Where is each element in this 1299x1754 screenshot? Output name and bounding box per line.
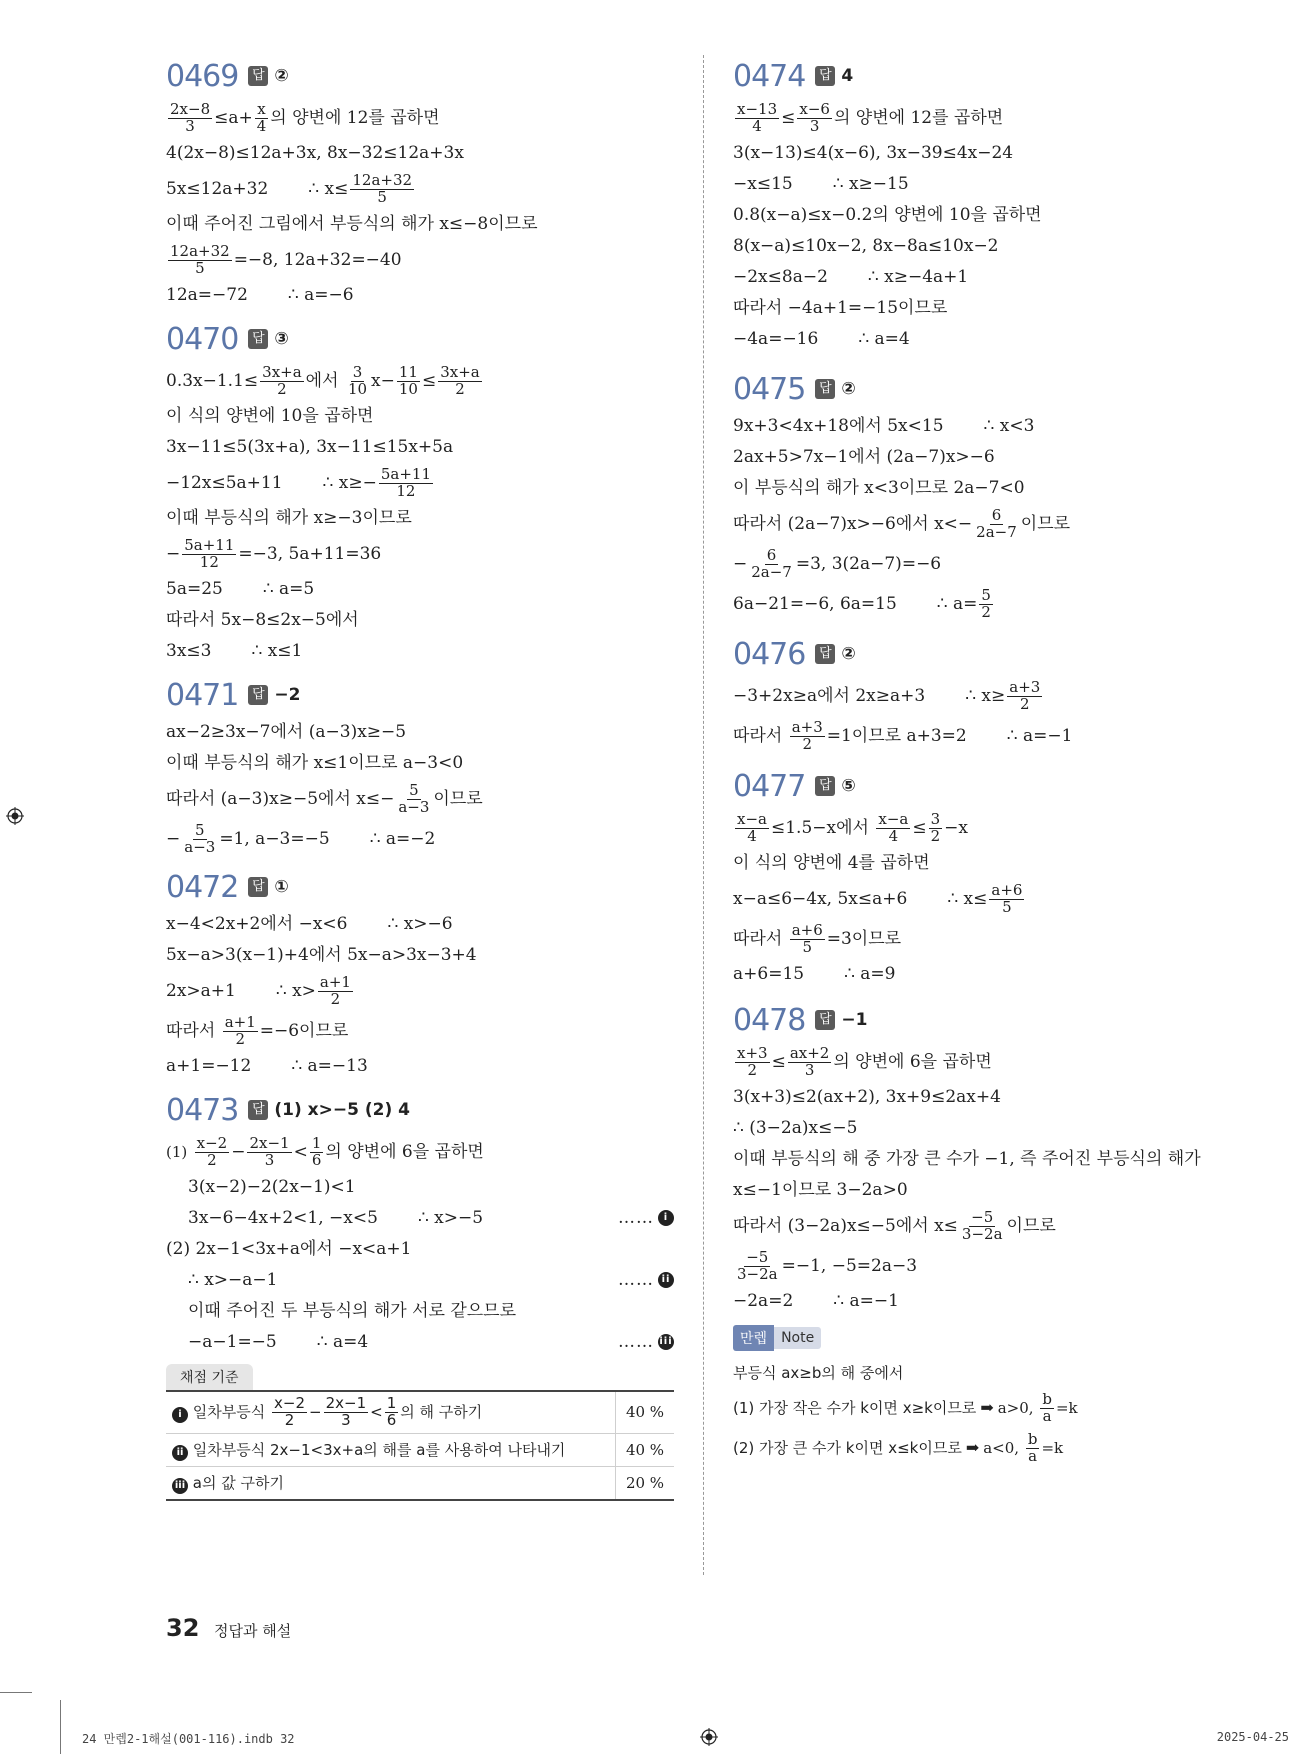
step-mark-icon: iii [658, 1334, 674, 1350]
answer-tag: 답 [248, 329, 268, 349]
note-header [733, 1325, 1233, 1351]
problem-0478 [733, 1000, 1233, 1317]
print-slug: 24 만렙2-1해설(001-116).indb 32 [82, 1732, 295, 1746]
solution-line: 3(x−13)≤4(x−6), 3x−39≤4x−24 [733, 143, 1014, 164]
solution-line: 0.3x−1.1≤ $\frac{3x+a}{2}$ 에서 $\frac{3}{10}$ x− $\frac{11}{10}$ ≤ $\frac{3x+a}{2}$ [166, 362, 480, 398]
solution-line: 3x−6−4x+2<1, −x<5 ∴ x>−5 …… i [166, 1203, 674, 1234]
fraction: $\frac{11}{10}$ [398, 362, 418, 398]
fraction: $\frac{a+3}{2}$ [791, 717, 823, 753]
solution-line: 이때 주어진 그림에서 부등식의 해가 x≤−8이므로 [166, 214, 538, 235]
solution-line: $\frac{x-a}{4}$ ≤1.5−x에서 $\frac{x-a}{4}$ ≤ $\frac{3}{2}$ −x [737, 809, 968, 845]
answer-tag: 답 [248, 66, 268, 86]
answer-value: ② [274, 66, 289, 86]
solution-line: 따라서 $\frac{a+3}{2}$ =1이므로 a+3=2 ∴ a=−1 [733, 717, 1073, 753]
solution-line: ax−2≥3x−7에서 (a−3)x≥−5 [166, 722, 407, 743]
problem-header [166, 56, 674, 96]
solution-line: 따라서 (2a−7)x>−6에서 x<− $\frac{6}{2a-7}$ 이므로 [733, 505, 1071, 541]
solution-line: ∴ (3−2a)x≤−5 [733, 1118, 858, 1139]
fraction: $\frac{3}{2}$ [930, 809, 941, 845]
fraction: $\frac{6}{2a-7}$ [976, 505, 1017, 541]
problem-number: 0472 [166, 869, 239, 905]
fraction: $\frac{12a+32}{5}$ [352, 170, 413, 206]
fraction: $\frac{5}{2}$ [981, 585, 991, 621]
solution-line: 3x−11≤5(3x+a), 3x−11≤15x+5a [166, 437, 454, 458]
solution-line: x≤−1이므로 3−2a>0 [733, 1180, 908, 1201]
problem-0470 [166, 319, 674, 667]
problem-0473 [166, 1090, 674, 1501]
solution-line: 3(x+3)≤2(ax+2), 3x+9≤2ax+4 [733, 1087, 1001, 1108]
answer-tag: 답 [815, 379, 835, 399]
solution-line: $\frac{12a+32}{5}$ =−8, 12a+32=−40 [170, 241, 402, 277]
problem-header [733, 634, 1233, 674]
fraction: $\frac{x-6}{3}$ [799, 99, 830, 135]
score-percent: 40 % [616, 1433, 675, 1466]
problem-number: 0473 [166, 1092, 239, 1128]
fraction: $\frac{x}{4}$ [256, 99, 267, 135]
fraction: $\frac{x-a}{4}$ [878, 809, 909, 845]
solution-line: a+1=−12 ∴ a=−13 [166, 1056, 368, 1077]
table-row: iii a의 값 구하기 20 % [166, 1466, 674, 1500]
fraction: $\frac{b}{a}$ [1042, 1389, 1052, 1425]
problem-0477 [733, 766, 1233, 990]
fraction: $\frac{-5}{3-2a}$ [737, 1247, 778, 1283]
answer-tag: 답 [815, 66, 835, 86]
problem-number: 0470 [166, 321, 239, 357]
answer-value: ② [841, 379, 856, 399]
solution-line: 이 부등식의 해가 x<3이므로 2a−7<0 [733, 478, 1025, 499]
solution-line: (1) $\frac{x-2}{2}$ − $\frac{2x-1}{3}$ < $\frac{1}{6}$ 의 양변에 6을 곱하면 [166, 1133, 484, 1169]
solution-line: $\frac{-5}{3-2a}$ =−1, −5=2a−3 [737, 1247, 918, 1283]
answer-tag: 답 [815, 776, 835, 796]
solution-line: 0.8(x−a)≤x−0.2의 양변에 10을 곱하면 [733, 205, 1042, 226]
score-percent: 20 % [616, 1466, 675, 1500]
solution-line: −4a=−16 ∴ a=4 [733, 329, 910, 350]
fraction: $\frac{3x+a}{2}$ [262, 362, 302, 398]
fraction: $\frac{a+3}{2}$ [1009, 677, 1041, 713]
solution-line: 따라서 (a−3)x≥−5에서 x≤− $\frac{5}{a-3}$ 이므로 [166, 780, 483, 816]
solution-line: $\frac{x-13}{4}$ ≤ $\frac{x-6}{3}$ 의 양변에 12를 곱하면 [737, 99, 1004, 135]
note-item: (2) 가장 큰 수가 k이면 x≤k이므로 ➡ a<0, $\frac{b}{a}$ =k [733, 1429, 1064, 1465]
problem-0476 [733, 634, 1233, 756]
fraction: $\frac{2x-1}{3}$ [249, 1133, 290, 1169]
fraction: $\frac{x+3}{2}$ [737, 1043, 768, 1079]
solution-line: 4(2x−8)≤12a+3x, 8x−32≤12a+3x [166, 143, 464, 164]
answer-tag: 답 [815, 644, 835, 664]
fraction: $\frac{3}{10}$ [347, 362, 368, 398]
answer-tag: 답 [248, 685, 268, 705]
step-marker: …… iii [618, 1332, 673, 1353]
solution-line: 3(x−2)−2(2x−1)<1 [188, 1177, 356, 1198]
problem-number: 0469 [166, 58, 239, 94]
fraction: $\frac{a+6}{5}$ [991, 880, 1023, 916]
fraction: $\frac{6}{2a-7}$ [751, 545, 792, 581]
crop-mark [0, 1692, 32, 1693]
problem-header [166, 1090, 674, 1130]
step-mark-icon: i [172, 1407, 188, 1423]
solution-line: 2x>a+1 ∴ x> $\frac{a+1}{2}$ [166, 972, 351, 1008]
problem-header [166, 319, 674, 359]
page-number: 32 [166, 1614, 200, 1642]
fraction: $\frac{12a+32}{5}$ [170, 241, 230, 277]
fraction: $\frac{x-13}{4}$ [737, 99, 778, 135]
solution-line: 따라서 (3−2a)x≤−5에서 x≤ $\frac{-5}{3-2a}$ 이므로 [733, 1207, 1056, 1243]
problem-0471 [166, 675, 674, 859]
grading-title: 채점 기준 [166, 1364, 253, 1390]
solution-line: 이 식의 양변에 4를 곱하면 [733, 853, 930, 874]
fraction: $\frac{x-2}{2}$ [196, 1133, 228, 1169]
problem-number: 0476 [733, 636, 806, 672]
problem-number: 0477 [733, 768, 806, 804]
solution-line: 5x≤12a+32 ∴ x≤ $\frac{12a+32}{5}$ [166, 170, 413, 206]
problem-0472 [166, 867, 674, 1082]
solution-line: − $\frac{5}{a-3}$ =1, a−3=−5 ∴ a=−2 [166, 820, 436, 856]
problem-0474 [733, 56, 1233, 355]
fraction: $\frac{5a+11}{12}$ [380, 464, 431, 500]
solution-line: (2) 2x−1<3x+a에서 −x<a+1 [166, 1239, 412, 1260]
solution-line: x−4<2x+2에서 −x<6 ∴ x>−6 [166, 914, 453, 935]
print-date: 2025-04-25 [1216, 1730, 1289, 1744]
section-label: 정답과 해설 [214, 1622, 292, 1640]
crop-mark [60, 1700, 61, 1754]
table-row: i 일차부등식 $\frac{x-2}{2}$ − $\frac{2x-1}{3}$ < $\frac{1}{6}$ 의 해 구하기 40 % [166, 1391, 674, 1433]
problem-number: 0474 [733, 58, 806, 94]
fraction: $\frac{2x-1}{3}$ [325, 1394, 367, 1429]
problem-header [733, 56, 1233, 96]
solution-line: − $\frac{5a+11}{12}$ =−3, 5a+11=36 [166, 535, 382, 571]
fraction: $\frac{5a+11}{12}$ [184, 535, 235, 571]
solution-line: $\frac{2x-8}{3}$ ≤a+ $\frac{x}{4}$ 의 양변에 12를 곱하면 [170, 99, 440, 135]
fraction: $\frac{2x-8}{3}$ [170, 99, 211, 135]
step-mark-icon: ii [172, 1445, 188, 1461]
fraction: $\frac{1}{6}$ [386, 1394, 397, 1429]
problem-header [733, 1000, 1233, 1040]
arrow-right-icon: ➡ [965, 1438, 980, 1458]
grading-table [166, 1390, 674, 1501]
table-row: ii 일차부등식 2x−1<3x+a의 해를 a를 사용하여 나타내기 40 % [166, 1433, 674, 1466]
note-tag: 만렙 [733, 1325, 774, 1351]
solution-line: 9x+3<4x+18에서 5x<15 ∴ x<3 [733, 416, 1035, 437]
answer-tag: 답 [815, 1010, 835, 1030]
solution-line: ∴ x>−a−1 …… ii [166, 1265, 674, 1296]
solution-line: −12x≤5a+11 ∴ x≥− $\frac{5a+11}{12}$ [166, 464, 431, 500]
solution-line: 5x−a>3(x−1)+4에서 5x−a>3x−3+4 [166, 945, 477, 966]
step-marker: …… i [618, 1208, 674, 1228]
fraction: $\frac{5}{a-3}$ [184, 820, 216, 856]
arrow-right-icon: ➡ [980, 1398, 994, 1418]
step-marker: …… ii [618, 1270, 674, 1290]
fraction: $\frac{x-2}{2}$ [274, 1394, 306, 1429]
score-percent: 40 % [616, 1391, 675, 1433]
solution-line: 5a=25 ∴ a=5 [166, 579, 315, 600]
solution-line: 따라서 $\frac{a+6}{5}$ =3이므로 [733, 920, 902, 956]
note-label: Note [774, 1327, 821, 1349]
fraction: $\frac{a+1}{2}$ [319, 972, 351, 1008]
step-mark-icon: ii [658, 1272, 674, 1288]
right-column [733, 48, 1233, 1468]
fraction: $\frac{1}{6}$ [311, 1133, 322, 1169]
answer-value: −1 [841, 1010, 868, 1030]
problem-number: 0478 [733, 1002, 806, 1038]
solution-line: 12a=−72 ∴ a=−6 [166, 285, 354, 306]
problem-number: 0475 [733, 371, 806, 407]
fraction: $\frac{b}{a}$ [1027, 1429, 1038, 1465]
fraction: $\frac{x-a}{4}$ [737, 809, 767, 845]
answer-tag: 답 [248, 877, 268, 897]
answer-tag: 답 [248, 1100, 268, 1120]
solution-line: −2x≤8a−2 ∴ x≥−4a+1 [733, 267, 969, 288]
note-title: 부등식 ax≥b의 해 중에서 [733, 1363, 904, 1382]
solution-line: − $\frac{6}{2a-7}$ =3, 3(2a−7)=−6 [733, 545, 942, 581]
solution-line: 따라서 5x−8≤2x−5에서 [166, 610, 359, 631]
note-box [733, 1325, 1233, 1468]
problem-header [733, 766, 1233, 806]
fraction: $\frac{a+6}{5}$ [791, 920, 823, 956]
answer-value: ② [841, 644, 856, 664]
fraction: $\frac{-5}{3-2a}$ [961, 1207, 1003, 1243]
solution-line: 이때 부등식의 해가 x≤1이므로 a−3<0 [166, 753, 464, 774]
fraction: $\frac{a+1}{2}$ [224, 1012, 256, 1048]
solution-line: 6a−21=−6, 6a=15 ∴ a= $\frac{5}{2}$ [733, 585, 991, 621]
solution-line: −a−1=−5 ∴ a=4 …… iii [188, 1332, 673, 1353]
solution-line: −2a=2 ∴ a=−1 [733, 1291, 899, 1312]
solution-line: 이 식의 양변에 10을 곱하면 [166, 406, 374, 427]
left-column [166, 48, 674, 1501]
problem-0475 [733, 369, 1233, 624]
answer-value: 4 [841, 66, 854, 86]
solution-line: 이때 부등식의 해가 x≥−3이므로 [166, 508, 412, 529]
solution-line: x−a≤6−4x, 5x≤a+6 ∴ x≤ $\frac{a+6}{5}$ [733, 880, 1023, 916]
solution-line: a+6=15 ∴ a=9 [733, 964, 896, 985]
note-item: (1) 가장 작은 수가 k이면 x≥k이므로 ➡ a>0, $\frac{b}{a}$ =k [733, 1389, 1078, 1425]
solution-line: 2ax+5>7x−1에서 (2a−7)x>−6 [733, 447, 995, 468]
solution-line: 8(x−a)≤10x−2, 8x−8a≤10x−2 [733, 236, 999, 257]
fraction: $\frac{3x+a}{2}$ [440, 362, 480, 398]
problem-header [166, 675, 674, 715]
registration-mark-icon [6, 807, 24, 825]
column-divider [703, 55, 704, 1575]
answer-value: (1) x>−5 (2) 4 [274, 1100, 410, 1120]
problem-header [733, 369, 1233, 409]
problem-number: 0471 [166, 677, 239, 713]
solution-line: 따라서 −4a+1=−15이므로 [733, 298, 948, 319]
registration-mark-icon [700, 1728, 718, 1746]
problem-0469 [166, 56, 674, 311]
solution-line: 이때 부등식의 해 중 가장 큰 수가 −1, 즉 주어진 부등식의 해가 [733, 1149, 1201, 1170]
solution-line: −x≤15 ∴ x≥−15 [733, 174, 909, 195]
problem-header [166, 867, 674, 907]
answer-value: ③ [274, 329, 289, 349]
solution-line: 3x≤3 ∴ x≤1 [166, 641, 303, 662]
step-mark-icon: iii [172, 1478, 188, 1494]
solution-line: 따라서 $\frac{a+1}{2}$ =−6이므로 [166, 1012, 349, 1048]
answer-value: −2 [274, 685, 301, 705]
solution-line: 이때 주어진 두 부등식의 해가 서로 같으므로 [188, 1301, 517, 1322]
step-mark-icon: i [658, 1210, 674, 1226]
answer-value: ⑤ [841, 776, 856, 796]
fraction: $\frac{5}{a-3}$ [398, 780, 430, 816]
solution-line: −3+2x≥a에서 2x≥a+3 ∴ x≥ $\frac{a+3}{2}$ [733, 677, 1041, 713]
answer-value: ① [274, 877, 289, 897]
solution-line: $\frac{x+3}{2}$ ≤ $\frac{ax+2}{3}$ 의 양변에 6을 곱하면 [737, 1043, 992, 1079]
fraction: $\frac{ax+2}{3}$ [789, 1043, 830, 1079]
